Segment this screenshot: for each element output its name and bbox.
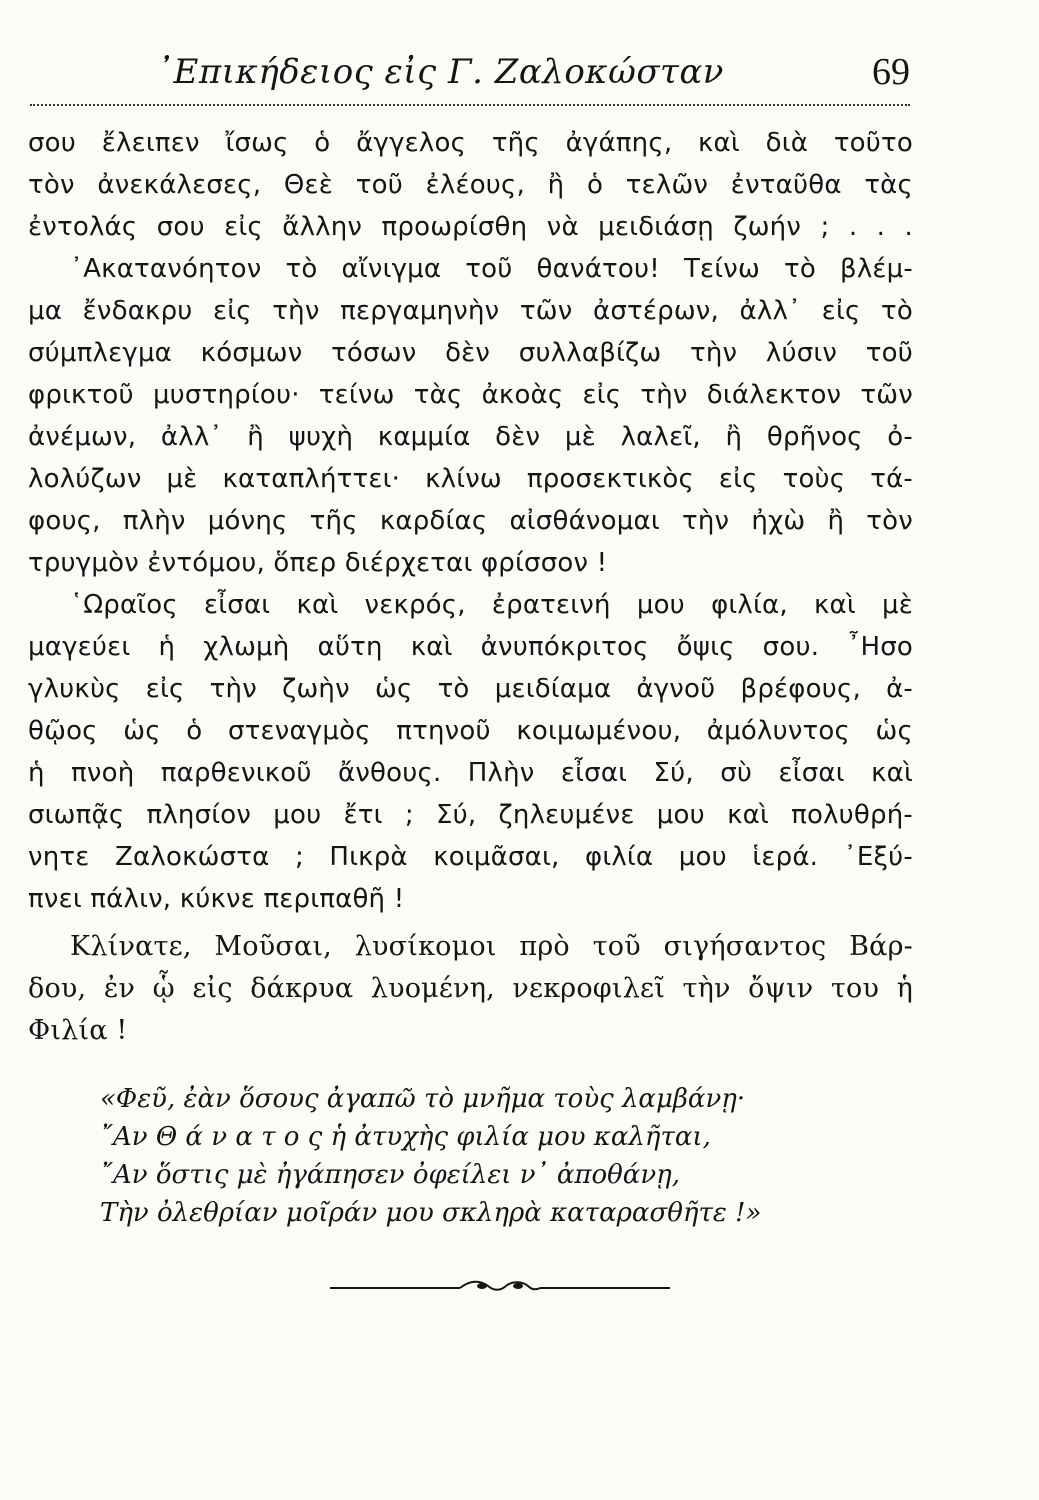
text-line: πνει πάλιν, κύκνε περιπαθῆ ! xyxy=(28,884,405,914)
text-line: τὸν ἀνεκάλεσες, Θεὲ τοῦ ἐλέους, ἢ ὁ τελῶν ἐνταῦθα τὰς xyxy=(28,170,913,200)
text-line: Κλίνατε, Μοῦσαι, λυσίκομοι πρὸ τοῦ σιγήσαντος Βάρ- xyxy=(70,931,913,962)
end-ornament-icon xyxy=(330,1278,670,1298)
body-text xyxy=(28,122,913,1052)
verse-line: Τὴν ὀλεθρίαν μοῖράν μου σκληρὰ καταρασθῆτε !» xyxy=(100,1198,762,1228)
text-line: δου, ἐν ᾧ εἰς δάκρυα λυομένη, νεκροφιλεῖ τὴν ὄψιν του ἡ xyxy=(28,973,913,1004)
text-line: Φιλία ! xyxy=(28,1015,128,1046)
text-line: φους, πλὴν μόνης τῆς καρδίας αἰσθάνομαι τὴν ἠχὼ ἢ τὸν xyxy=(28,506,913,536)
text-line: νητε Ζαλοκώστα ; Πικρὰ κοιμᾶσαι, φιλία μου ἱερά. ᾿Εξύ- xyxy=(28,842,913,872)
text-line: σου ἔλειπεν ἴσως ὁ ἄγγελος τῆς ἀγάπης, καὶ διὰ τοῦτο xyxy=(28,128,913,158)
text-line: φρικτοῦ μυστηρίου· τείνω τὰς ἀκοὰς εἰς τὴν διάλεκτον τῶν xyxy=(28,380,913,410)
text-line: μα ἔνδακρυ εἰς τὴν περγαμηνὴν τῶν ἀστέρων, ἀλλ᾿ εἰς τὸ xyxy=(28,296,913,326)
header-rule xyxy=(30,104,910,106)
text-line: θῷος ὡς ὁ στεναγμὸς πτηνοῦ κοιμωμένου, ἀμόλυντος ὡς xyxy=(28,716,913,746)
verse-line: «Φεῦ, ἐὰν ὅσους ἀγαπῶ τὸ μνῆμα τοὺς λαμβάνῃ· xyxy=(100,1084,746,1114)
text-line: ἀνέμων, ἀλλ᾿ ἢ ψυχὴ καμμία δὲν μὲ λαλεῖ, ἢ θρῆνος ὀ- xyxy=(28,422,913,452)
running-title: ᾿Επικήδειος εἰς Γ. Ζαλοκώσταν xyxy=(156,52,724,92)
text-line: ἐντολάς σου εἰς ἄλλην προωρίσθη νὰ μειδιάσῃ ζωήν ; . . . xyxy=(28,212,913,242)
text-line: μαγεύει ἡ χλωμὴ αὕτη καὶ ἀνυπόκριτος ὄψις σου. ῏Ησο xyxy=(28,632,913,662)
verse-line: ῎Αν Θ ά ν α τ ο ς ἡ ἀτυχὴς φιλία μου καλῆται, xyxy=(100,1122,711,1152)
text-line: λολύζων μὲ καταπλήττει· κλίνω προσεκτικὸς εἰς τοὺς τά- xyxy=(28,464,913,494)
text-line: σύμπλεγμα κόσμων τόσων δὲν συλλαβίζω τὴν λύσιν τοῦ xyxy=(28,338,913,368)
verse-line: ῎Αν ὅστις μὲ ἠγάπησεν ὀφείλει ν᾿ ἀποθάνῃ, xyxy=(100,1160,680,1190)
verse-block xyxy=(100,1080,860,1232)
text-line: τρυγμὸν ἐντόμου, ὅπερ διέρχεται φρίσσον ! xyxy=(28,548,608,578)
text-line: ῾Ωραῖος εἶσαι καὶ νεκρός, ἐρατεινή μου φιλία, καὶ μὲ xyxy=(70,590,913,620)
page-number: 69 xyxy=(872,51,910,93)
text-line: σιωπᾷς πλησίον μου ἔτι ; Σύ, ζηλευμένε μου καὶ πολυθρή- xyxy=(28,800,913,830)
text-line: ἡ πνοὴ παρθενικοῦ ἄνθους. Πλὴν εἶσαι Σύ, σὺ εἶσαι καὶ xyxy=(28,758,913,788)
text-line: γλυκὺς εἰς τὴν ζωὴν ὡς τὸ μειδίαμα ἀγνοῦ βρέφους, ἀ- xyxy=(28,674,913,704)
text-line: ᾿Ακατανόητον τὸ αἴνιγμα τοῦ θανάτου! Τείνω τὸ βλέμ- xyxy=(70,254,913,284)
running-head xyxy=(30,48,910,100)
